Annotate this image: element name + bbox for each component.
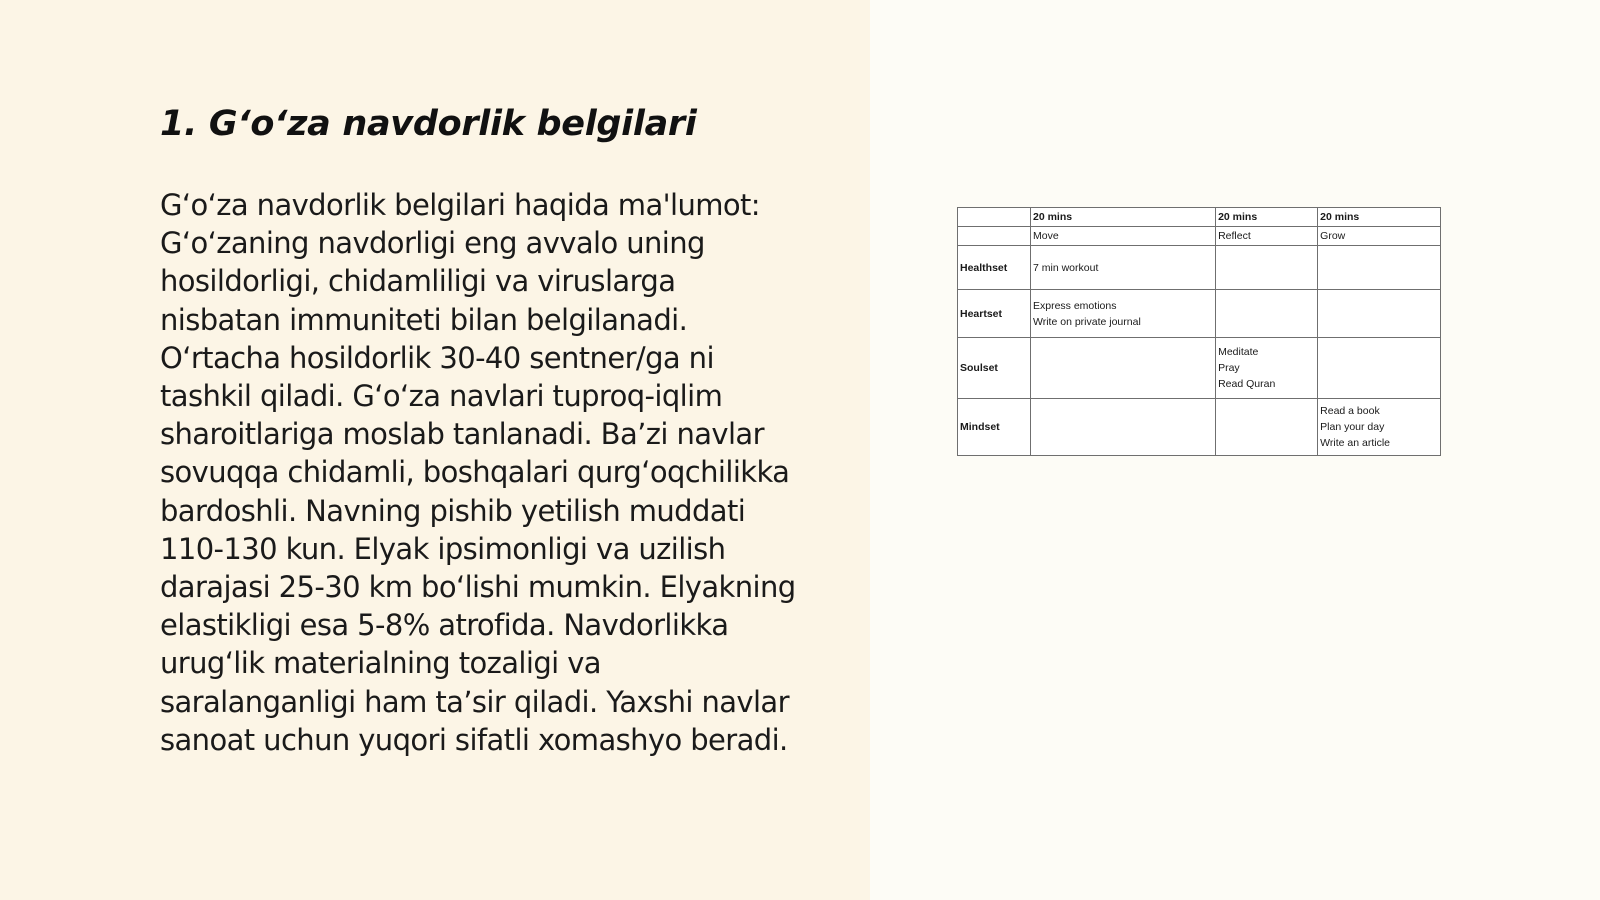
- table-cell: [1031, 290, 1216, 338]
- body-line: G‘o‘za navdorlik belgilari haqida ma'lumot:: [160, 188, 760, 222]
- cell-line: Write on private journal: [1033, 315, 1141, 328]
- body-line: tashkil qiladi. G‘o‘za navlari tuproq-iqlim: [160, 379, 723, 414]
- header-duration-cell: 20 mins: [1031, 208, 1216, 227]
- row-label-cell: Mindset: [958, 399, 1031, 456]
- row-label-cell: Heartset: [958, 290, 1031, 338]
- slide-title: 1. G‘o‘za navdorlik belgilari: [160, 104, 697, 144]
- table-cell: [1031, 246, 1216, 290]
- table-row: [958, 246, 1441, 290]
- body-line: O‘rtacha hosildorlik 30-40 sentner/ga ni: [160, 340, 714, 375]
- body-line: G‘o‘zaning navdorligi eng avvalo uning: [160, 226, 705, 261]
- table-cell: [1216, 290, 1318, 338]
- table-header-row-durations: [958, 208, 1441, 227]
- body-line: elastikligi esa 5-8% atrofida. Navdorlikka: [160, 608, 729, 643]
- cell-line: 7 min workout: [1033, 261, 1099, 274]
- table-cell: [1318, 246, 1441, 290]
- routine-table: [957, 207, 1441, 456]
- table-corner-cell: [958, 208, 1031, 227]
- cell-line: Write an article: [1320, 437, 1390, 449]
- table-row: [958, 338, 1441, 399]
- cell-line: Read a book: [1320, 405, 1380, 417]
- table-cell: [1031, 338, 1216, 399]
- body-line: urug‘lik materialning tozaligi va: [160, 646, 601, 681]
- table-header-row-activities: [958, 227, 1441, 246]
- header-duration-cell: 20 mins: [1216, 208, 1318, 227]
- body-line: saralanganligi ham ta’sir qiladi. Yaxshi navlar: [160, 684, 789, 719]
- cell-line: Plan your day: [1320, 421, 1385, 433]
- cell-line: Express emotions: [1033, 299, 1117, 312]
- header-activity-cell: Reflect: [1216, 227, 1318, 246]
- row-label-cell: Healthset: [958, 246, 1031, 290]
- slide-body-text: [160, 186, 850, 759]
- header-activity-cell: Grow: [1318, 227, 1441, 246]
- table-cell: [1216, 246, 1318, 290]
- table-cell: [1031, 399, 1216, 456]
- cell-line: Meditate: [1218, 346, 1259, 358]
- body-line: sanoat uchun yuqori sifatli xomashyo beradi.: [160, 722, 788, 757]
- body-line: nisbatan immuniteti bilan belgilanadi.: [160, 302, 688, 337]
- table-cell: [1318, 338, 1441, 399]
- body-line: 110-130 kun. Elyak ipsimonligi va uzilish: [160, 531, 726, 566]
- header-duration-cell: 20 mins: [1318, 208, 1441, 227]
- cell-line: Read Quran: [1218, 378, 1276, 390]
- table-cell: [1318, 290, 1441, 338]
- table-cell: [1216, 399, 1318, 456]
- header-activity-cell: Move: [1031, 227, 1216, 246]
- table-row: [958, 399, 1441, 456]
- body-line: sharoitlariga moslab tanlanadi. Ba’zi navlar: [160, 417, 764, 452]
- row-label-cell: Soulset: [958, 338, 1031, 399]
- cell-line: Pray: [1218, 362, 1240, 374]
- table-row: [958, 290, 1441, 338]
- body-line: bardoshli. Navning pishib yetilish muddati: [160, 493, 746, 528]
- table-cell: [1318, 399, 1441, 456]
- body-line: darajasi 25-30 km bo‘lishi mumkin. Elyakning: [160, 570, 796, 605]
- table-cell: [1216, 338, 1318, 399]
- body-line: hosildorligi, chidamliligi va viruslarga: [160, 264, 676, 299]
- table-corner-cell: [958, 227, 1031, 246]
- body-line: sovuqqa chidamli, boshqalari qurg‘oqchilikka: [160, 455, 790, 490]
